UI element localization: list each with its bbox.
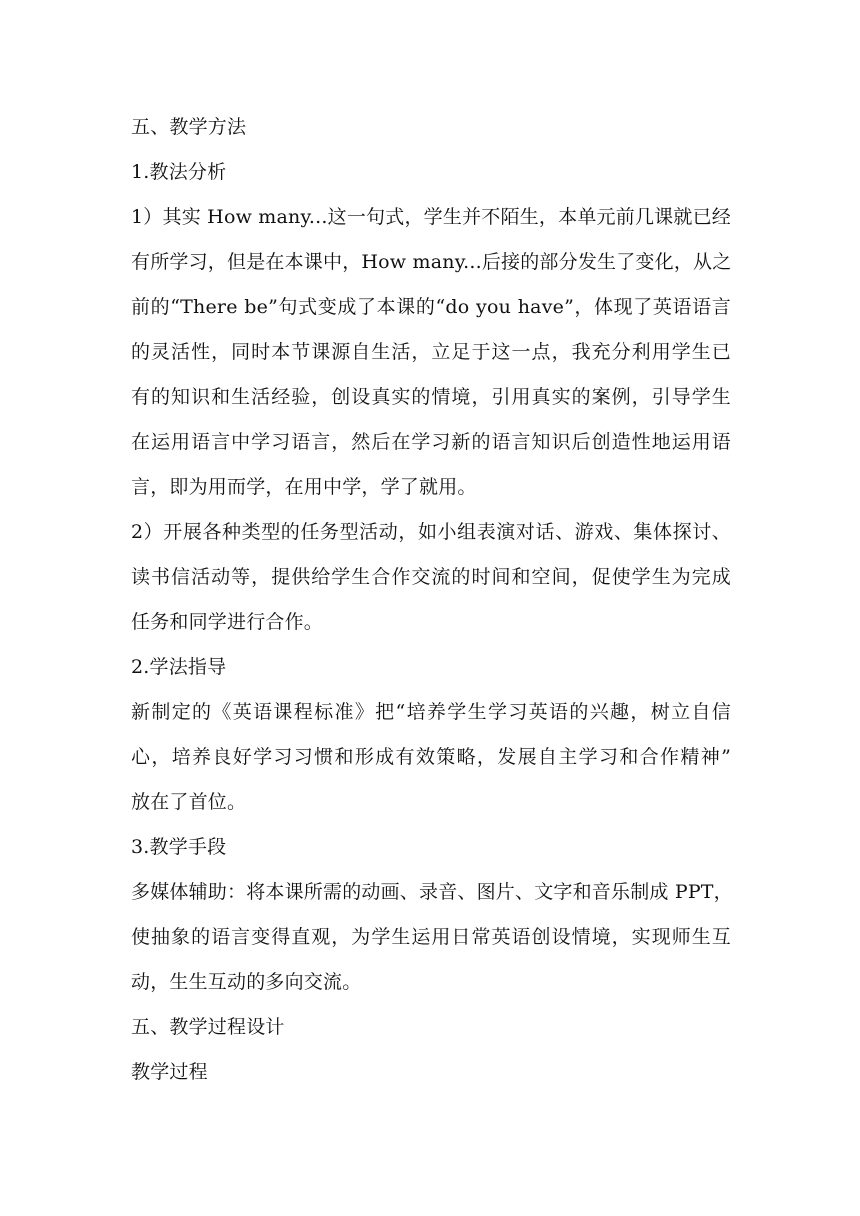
paragraph-line: 新制定的《英语课程标准》把“培养学生学习英语的兴趣，树立自信 [131,701,731,723]
paragraph-line: 使抽象的语言变得直观，为学生运用日常英语创设情境，实现师生互 [131,926,731,948]
subheading-teaching-process: 教学过程 [131,1061,208,1083]
document-body [131,109,731,1090]
paragraph-line: 动，生生互动的多向交流。 [131,971,362,993]
paragraph-line: 言，即为用而学，在用中学，学了就用。 [131,476,477,498]
section-heading-teaching-methods: 五、教学方法 [131,116,247,138]
paragraph-line: 的灵活性，同时本节课源自生活，立足于这一点，我充分利用学生已 [131,341,731,363]
subheading-teaching-method-analysis: 1.教法分析 [131,161,227,183]
paragraph-line: 在运用语言中学习语言，然后在学习新的语言知识后创造性地运用语 [131,431,731,453]
paragraph-line: 有的知识和生活经验，创设真实的情境，引用真实的案例，引导学生 [131,386,731,408]
paragraph-line: 放在了首位。 [131,791,247,813]
paragraph-line: 读书信活动等，提供给学生合作交流的时间和空间，促使学生为完成 [131,566,731,588]
paragraph-line: 前的“There be”句式变成了本课的“do you have”，体现了英语语言 [131,296,731,318]
paragraph-line: 有所学习，但是在本课中，How many...后接的部分发生了变化，从之 [131,251,732,273]
section-heading-teaching-process-design: 五、教学过程设计 [131,1016,285,1038]
paragraph-line: 任务和同学进行合作。 [131,611,324,633]
paragraph-line: 多媒体辅助：将本课所需的动画、录音、图片、文字和音乐制成 PPT， [131,881,733,903]
subheading-learning-guidance: 2.学法指导 [131,656,227,678]
paragraph-line: 心，培养良好学习习惯和形成有效策略，发展自主学习和合作精神” [131,746,731,768]
subheading-teaching-means: 3.教学手段 [131,836,227,858]
paragraph-line: 1）其实 How many...这一句式，学生并不陌生，本单元前几课就已经 [131,206,731,228]
paragraph-line: 2）开展各种类型的任务型活动，如小组表演对话、游戏、集体探讨、 [131,521,731,543]
